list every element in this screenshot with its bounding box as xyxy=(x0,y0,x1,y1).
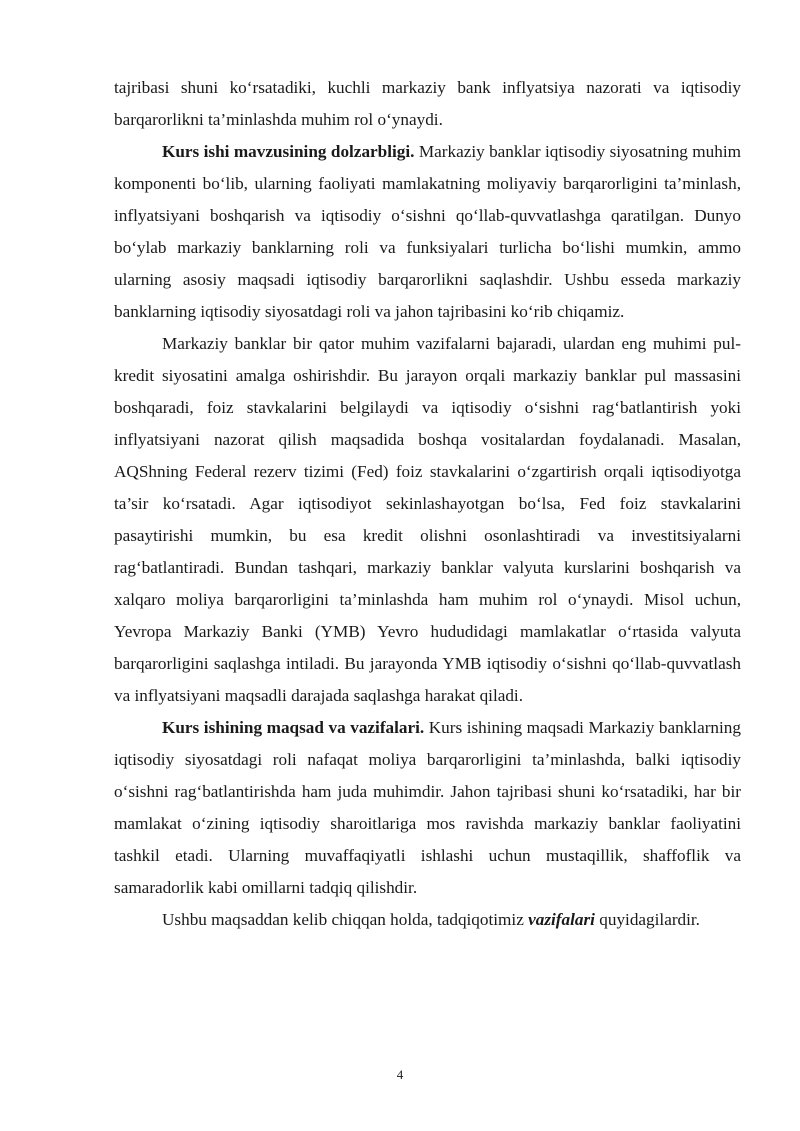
relevance-text: Markaziy banklar iqtisodiy siyosatning muhim komponenti bo‘lib, ularning faoliyati mamlakatning moliyaviy barqarorligini ta’minlash, inflyatsiyani boshqarish va iqtisodiy o‘sishni qo‘llab-quvvatlashga qaratilgan. Dunyo bo‘ylab markaziy banklarning roli va funksiyalari turlicha bo‘lishi mumkin, ammo ularning asosiy maqsadi iqtisodiy barqarorlikni saqlashdir. Ushbu esseda markaziy banklarning iqtisodiy siyosatdagi roli va jahon tajribasini ko‘rib chiqamiz. xyxy=(114,142,741,321)
relevance-heading: Kurs ishi mavzusining dolzarbligi. xyxy=(162,142,415,161)
paragraph-functions: Markaziy banklar bir qator muhim vazifalarni bajaradi, ulardan eng muhimi pul-kredit siyosatini amalga oshirishdir. Bu jarayon orqali markaziy banklar pul massasini boshqaradi, foiz stavkalarini belgilaydi va iqtisodiy o‘sishni rag‘batlantirish yoki inflyatsiyani nazorat qilish maqsadida boshqa vositalardan foydalanadi. Masalan, AQShning Federal rezerv tizimi (Fed) foiz stavkalarini o‘zgartirish orqali iqtisodiyotga ta’sir ko‘rsatadi. Agar iqtisodiyot sekinlashayotgan bo‘lsa, Fed foiz stavkalarini pasaytirishi mumkin, bu esa kredit olishni osonlashtiradi va investitsiyalarni rag‘batlantiradi. Bundan tashqari, markaziy banklar valyuta kurslarini boshqarish va xalqaro moliya barqarorligini ta’minlashda ham muhim rol o‘ynaydi. Misol uchun, Yevropa Markaziy Banki (YMB) Yevro hududidagi mamlakatlar o‘rtasida valyuta barqarorligini saqlashga intiladi. Bu jarayonda YMB iqtisodiy o‘sishni qo‘llab-quvvatlash va inflyatsiyani maqsadli darajada saqlashga harakat qiladi. xyxy=(114,334,741,705)
paragraph-continuation: tajribasi shuni ko‘rsatadiki, kuchli markaziy bank inflyatsiya nazorati va iqtisodiy barqarorlikni ta’minlashda muhim rol o‘ynaydi. xyxy=(114,78,741,129)
paragraph-relevance xyxy=(114,136,741,328)
paragraph-tasks xyxy=(114,904,741,936)
tasks-emphasis: vazifalari xyxy=(528,910,595,929)
paragraph-goals xyxy=(114,712,741,904)
tasks-text-before: Ushbu maqsaddan kelib chiqqan holda, tadqiqotimiz xyxy=(162,910,529,929)
body-text xyxy=(114,72,741,936)
goals-text: Kurs ishining maqsadi Markaziy banklarning iqtisodiy siyosatdagi roli nafaqat moliya barqarorligini ta’minlashda, balki iqtisodiy o‘sishni rag‘batlantirishda ham juda muhimdir. Jahon tajribasi shuni ko‘rsatadiki, har bir mamlakat o‘zining iqtisodiy sharoitlariga mos ravishda markaziy banklar faoliyatini tashkil etadi. Ularning muvaffaqiyatli ishlashi uchun mustaqillik, shaffoflik va samaradorlik kabi omillarni tadqiq qilishdir. xyxy=(114,718,741,897)
goals-heading: Kurs ishining maqsad va vazifalari. xyxy=(162,718,425,737)
page-number: 4 xyxy=(396,1067,404,1082)
tasks-text-after: quyidagilardir. xyxy=(594,910,700,929)
